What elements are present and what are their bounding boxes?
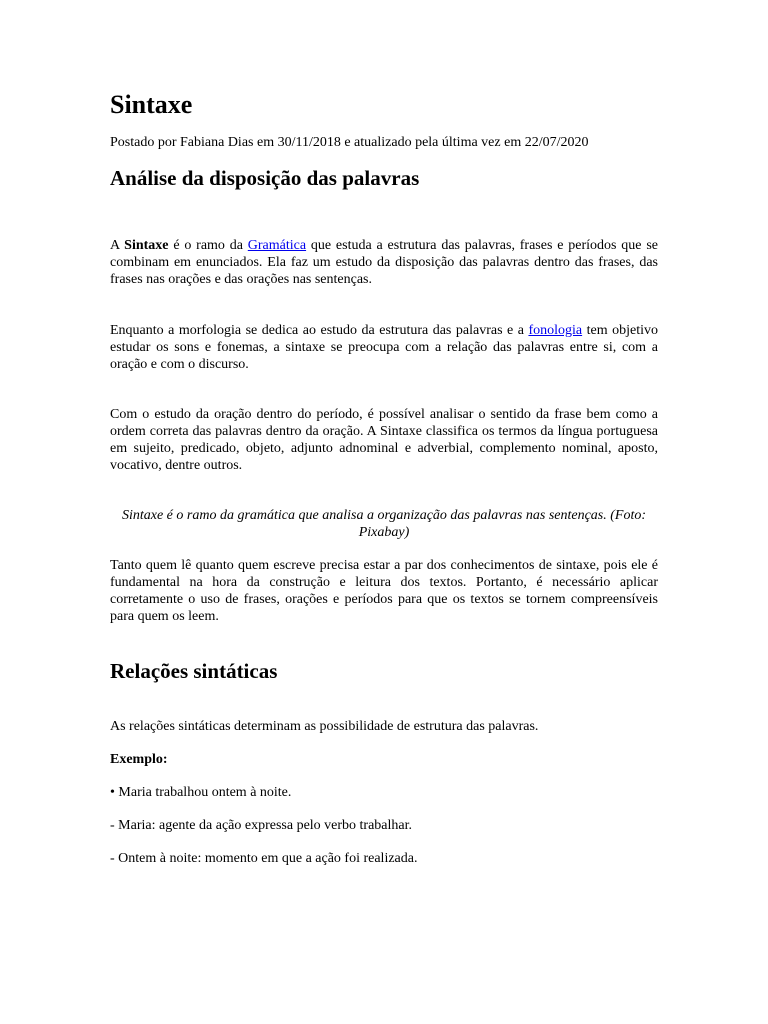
example-label-text: Exemplo: xyxy=(110,752,168,767)
article xyxy=(110,86,658,867)
example-item: - Maria: agente da ação expressa pelo verbo trabalhar. xyxy=(110,818,413,833)
section-heading-relacoes: Relações sintáticas xyxy=(110,659,278,683)
example-item: - Ontem à noite: momento em que a ação foi realizada. xyxy=(110,851,418,866)
text-run: tem objetivo estudar os sons e fonemas, a sintaxe se preocupa com a relação das palavras entre si, com a oração e com o discurso. xyxy=(110,323,658,372)
section-heading-analise: Análise da disposição das palavras xyxy=(110,166,420,190)
example-item: • Maria trabalhou ontem à noite. xyxy=(110,785,292,800)
text-run: que estuda a estrutura das palavras, frases e períodos que se combinam em enunciados. Ela faz um estudo da disposição das palavras dentro das frases, das frases nas orações e das orações nas sentenças. xyxy=(110,238,658,287)
example-label xyxy=(110,751,658,768)
link-fonologia[interactable]: fonologia xyxy=(528,323,583,338)
post-meta: Postado por Fabiana Dias em 30/11/2018 e atualizado pela última vez em 22/07/2020 xyxy=(110,135,589,150)
page-title: Sintaxe xyxy=(110,90,193,119)
bold-term: Sintaxe xyxy=(124,238,169,253)
link-gramatica[interactable]: Gramática xyxy=(247,238,307,253)
paragraph-intro xyxy=(110,237,658,288)
text-run: é o ramo da xyxy=(168,238,248,253)
text-run: Enquanto a morfologia se dedica ao estudo da estrutura das palavras e a xyxy=(110,323,529,338)
paragraph-leitura: Tanto quem lê quanto quem escreve precisa estar a par dos conhecimentos de sintaxe, pois ele é fundamental na hora da construção e leitura dos textos. Portanto, é necessário aplicar corretamente o uso de frases, orações e períodos para que os textos se tornem compreensíveis para quem os leem. xyxy=(110,558,658,624)
text-run: A xyxy=(110,238,125,253)
paragraph-relacoes: As relações sintáticas determinam as possibilidade de estrutura das palavras. xyxy=(110,719,539,734)
paragraph-oracao: Com o estudo da oração dentro do período, é possível analisar o sentido da frase bem como a ordem correta das palavras dentro da oração. A Sintaxe classifica os termos da língua portuguesa em sujeito, predicado, objeto, adjunto adnominal e adverbial, complemento nominal, aposto, vocativo, dentre outros. xyxy=(110,407,658,473)
paragraph-morfologia xyxy=(110,322,658,373)
image-caption: Sintaxe é o ramo da gramática que analisa a organização das palavras nas sentenças. (Foto: Pixabay) xyxy=(121,508,647,540)
